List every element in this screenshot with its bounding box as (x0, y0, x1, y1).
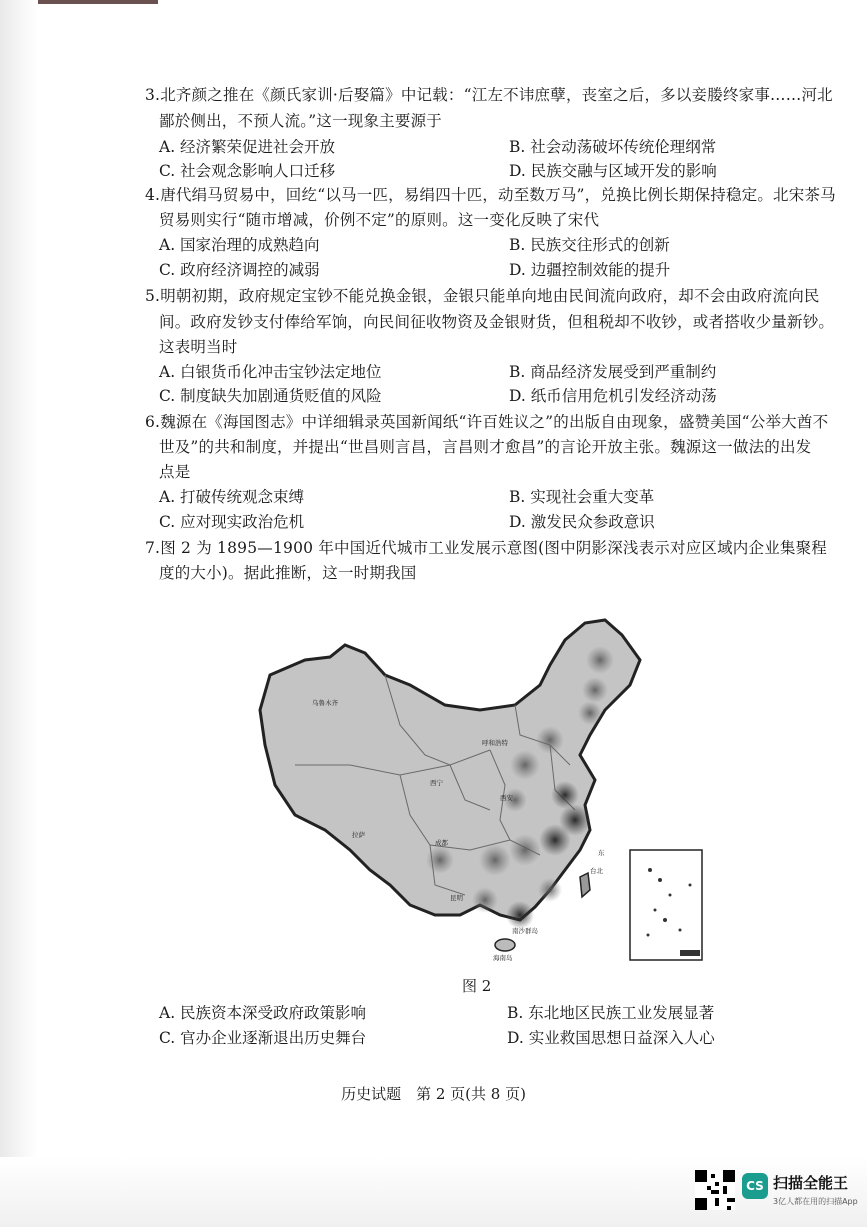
question-7-option-a: A. 民族资本深受政府政策影响 (159, 1004, 367, 1022)
label-chengdu: 成都 (435, 839, 448, 847)
question-6-stem-line-2: 世及”的共和制度，并提出“世昌则言昌，言昌则才愈昌”的言论开放主张。魏源这一做法的出发 (159, 438, 812, 456)
question-5-stem-line-1: 5.明朝初期，政府规定宝钞不能兑换金银，金银只能单向地由民间流向政府，却不会由政府流向民 (145, 287, 820, 305)
question-3-stem-line-1: 3.北齐颜之推在《颜氏家训·后娶篇》中记载：“江左不讳庶孽，丧室之后，多以妾媵终家事……河北 (145, 86, 833, 104)
question-6-stem-line-3: 点是 (159, 463, 191, 481)
question-5-option-a: A. 白银货币化冲击宝钞法定地位 (159, 363, 382, 381)
qr-code-icon (695, 1170, 735, 1210)
label-kunming: 昆明 (450, 894, 463, 902)
question-3-stem-line-2: 鄙於侧出，不预人流。”这一现象主要源于 (159, 112, 442, 130)
question-3-option-b: B. 社会动荡破坏传统伦理纲常 (509, 138, 717, 156)
question-5-option-d: D. 纸币信用危机引发经济动荡 (509, 387, 717, 405)
label-xining: 西宁 (430, 779, 443, 787)
question-7-option-d: D. 实业救国思想日益深入人心 (507, 1029, 715, 1047)
camscanner-tagline: 3亿人都在用的扫描App (773, 1197, 858, 1206)
label-xian: 西安 (500, 794, 513, 802)
scan-bottom-shadow (0, 1157, 867, 1227)
camscanner-logo-icon: CS (742, 1173, 768, 1199)
question-5-option-b: B. 商品经济发展受到严重制约 (509, 363, 717, 381)
taiwan-shape (580, 873, 590, 897)
question-7-option-c: C. 官办企业逐渐退出历史舞台 (159, 1029, 367, 1047)
question-3-option-a: A. 经济繁荣促进社会开放 (159, 138, 336, 156)
label-lhasa: 拉萨 (352, 831, 365, 839)
map-svg (250, 615, 710, 965)
question-4-option-d: D. 边疆控制效能的提升 (509, 261, 671, 279)
label-nansha: 南沙群岛 (512, 927, 538, 935)
question-6-stem-line-1: 6.魏源在《海国图志》中详细辑录英国新闻纸“许百姓议之”的出版自由现象，盛赞美国“公举大酋不 (145, 413, 829, 431)
scan-left-shadow (0, 0, 38, 1227)
question-6-option-d: D. 激发民众参政意识 (509, 513, 655, 531)
question-7-stem-line-2: 度的大小)。据此推断，这一时期我国 (159, 564, 417, 582)
hainan-shape (495, 939, 515, 951)
question-5-stem-line-3: 这表明当时 (159, 338, 238, 356)
question-3-option-c: C. 社会观念影响人口迁移 (159, 162, 336, 180)
question-4-stem-line-2: 贸易则实行“随市增减，价例不定”的原则。这一变化反映了宋代 (159, 211, 600, 229)
question-5-stem-line-2: 间。政府发钞支付俸给军饷，向民间征收物资及金银财货，但租税却不收钞，或者搭收少量新钞。 (159, 313, 835, 331)
question-5-option-c: C. 制度缺失加剧通货贬值的风险 (159, 387, 382, 405)
figure-caption: 图 2 (462, 977, 492, 995)
question-4-option-a: A. 国家治理的成熟趋向 (159, 236, 320, 254)
inset-scale (680, 950, 700, 956)
china-industry-map (250, 615, 710, 965)
label-dong: 东 (598, 849, 605, 857)
question-7-stem-line-1: 7.图 2 为 1895—1900 年中国近代城市工业发展示意图(图中阴影深浅表示对应区域内企业集聚程 (145, 539, 828, 557)
camscanner-app-name: 扫描全能王 (773, 1174, 849, 1192)
south-sea-inset (630, 850, 702, 960)
question-4-stem-line-1: 4.唐代绢马贸易中，回纥“以马一匹，易绢四十匹，动至数万马”，兑换比例长期保持稳定。北宋茶马 (145, 186, 836, 204)
question-3-option-d: D. 民族交融与区域开发的影响 (509, 162, 717, 180)
scan-top-mark (38, 0, 158, 4)
question-6-option-a: A. 打破传统观念束缚 (159, 488, 305, 506)
question-6-option-c: C. 应对现实政治危机 (159, 513, 305, 531)
label-taibei: 台北 (590, 867, 603, 875)
question-4-option-c: C. 政府经济调控的减弱 (159, 261, 320, 279)
question-6-option-b: B. 实现社会重大变革 (509, 488, 655, 506)
label-huhehaote: 呼和浩特 (482, 739, 508, 747)
label-hainan: 海南岛 (493, 954, 513, 962)
question-7-option-b: B. 东北地区民族工业发展显著 (507, 1004, 715, 1022)
question-4-option-b: B. 民族交往形式的创新 (509, 236, 670, 254)
page-footer: 历史试题 第 2 页(共 8 页) (341, 1085, 526, 1103)
label-urumqi: 乌鲁木齐 (312, 699, 338, 707)
